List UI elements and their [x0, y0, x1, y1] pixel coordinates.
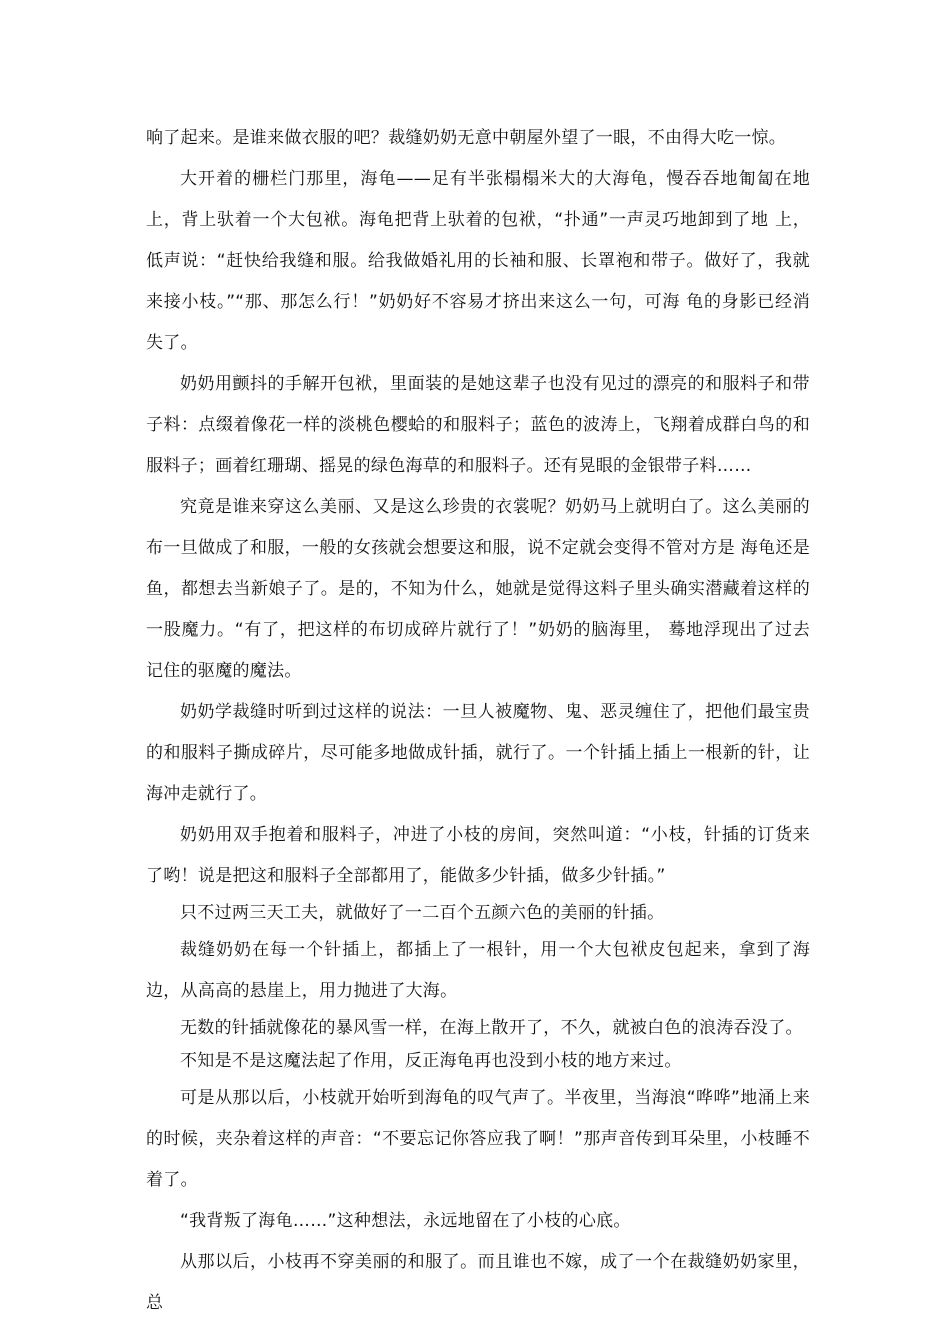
paragraph-13: 从那以后，小枝再不穿美丽的和服了。而且谁也不嫁，成了一个在裁缝奶奶家里，总: [146, 1252, 810, 1313]
paragraph-5: 奶奶学裁缝时听到过这样的说法：一旦人被魔物、鬼、恶灵缠住了，把他们最宝贵的和服料子撕成碎片，尽可能多地做成针插，就行了。一个针插上插上一根新的针，让海冲走就行了。: [146, 702, 810, 804]
paragraph-6: 奶奶用双手抱着和服料子，冲进了小枝的房间，突然叫道：“小枝，针插的订货来了哟！说是把这和服料子全部都用了，能做多少针插，做多少针插。”: [146, 825, 810, 886]
paragraph-1: 响了起来。是谁来做衣服的吧？裁缝奶奶无意中朝屋外望了一眼，不由得大吃一惊。: [146, 128, 787, 148]
paragraph-12: “我背叛了海龟……”这种想法，永远地留在了小枝的心底。: [180, 1211, 631, 1231]
paragraph-9: 无数的针插就像花的暴风雪一样，在海上散开了，不久，就被白色的浪涛吞没了。: [180, 1018, 803, 1038]
paragraph-7: 只不过两三天工夫，就做好了一二百个五颜六色的美丽的针插。: [180, 903, 665, 923]
paragraph-10: 不知是不是这魔法起了作用，反正海龟再也没到小枝的地方来过。: [180, 1051, 682, 1071]
paragraph-3: 奶奶用颤抖的手解开包袱，里面装的是她这辈子也没有见过的漂亮的和服料子和带子料：点缀着像花一样的淡桃色樱蛤的和服料子；蓝色的波涛上，飞翔着成群白鸟的和服料子；画着红珊瑚、摇晃的绿色海草的和服料子。还有晃眼的金银带子料……: [146, 374, 810, 476]
body-text: [146, 118, 810, 1324]
paragraph-4: 究竟是谁来穿这么美丽、又是这么珍贵的衣裳呢？奶奶马上就明白了。这么美丽的布一旦做成了和服，一般的女孩就会想要这和服，说不定就会变得不管对方是 海龟还是鱼，都想去当新娘子了。是的，不知为什么，她就是觉得这料子里头确实潜藏着这样的一股魔力。“有了，把这样的布切成碎片就行了！”奶奶的脑海里， 蓦地浮现出了过去记住的驱魔的魔法。: [146, 497, 810, 681]
paragraph-8: 裁缝奶奶在每一个针插上，都插上了一根针，用一个大包袱皮包起来，拿到了海边，从高高的悬崖上，用力抛进了大海。: [146, 940, 810, 1001]
paragraph-2: 大开着的栅栏门那里，海龟——足有半张榻榻米大的大海龟，慢吞吞地匍匐在地上，背上驮着一个大包袱。海龟把背上驮着的包袱，“扑通”一声灵巧地卸到了地 上，低声说：“赶快给我缝和服。给我做婚礼用的长袖和服、长罩袍和带子。做好了，我就来接小枝。”“那、那怎么行！”奶奶好不容易才挤出来这么一句，可海 龟的身影已经消失了。: [146, 169, 810, 353]
paragraph-11: 可是从那以后，小枝就开始听到海龟的叹气声了。半夜里，当海浪“哗哗”地涌上来的时候，夹杂着这样的声音：“不要忘记你答应我了啊！”那声音传到耳朵里，小枝睡不着了。: [146, 1088, 810, 1190]
